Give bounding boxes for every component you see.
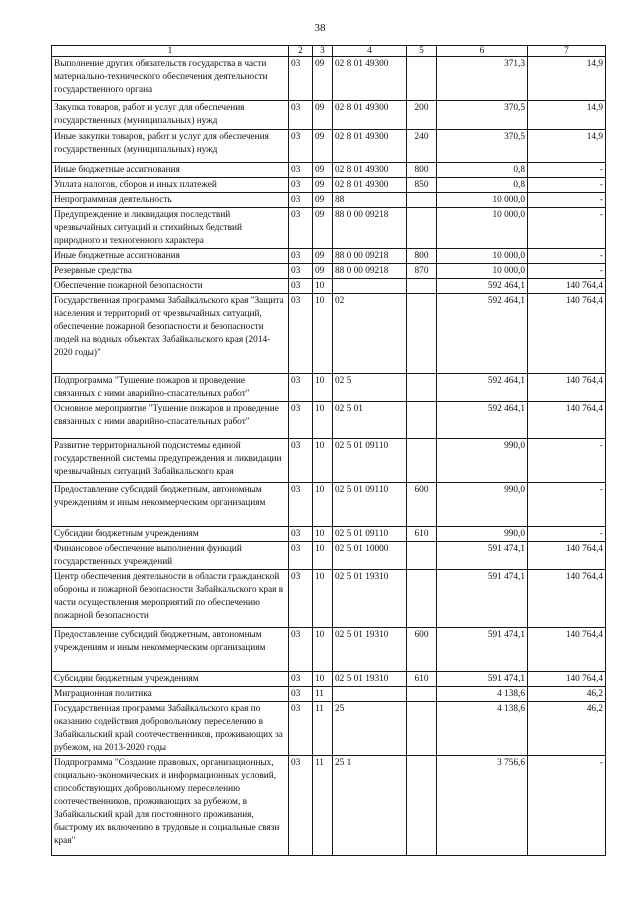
row-target-code-cell: 02 5 01 — [333, 402, 407, 439]
row-amount-cell: 371,3 — [437, 57, 528, 101]
row-amount-2-cell: - — [528, 756, 606, 856]
row-subsection-cell: 09 — [313, 130, 333, 163]
row-amount-2-cell: 14,9 — [528, 57, 606, 101]
row-amount-2-cell: 14,9 — [528, 101, 606, 130]
row-expense-type-cell: 240 — [407, 130, 437, 163]
row-subsection-cell: 10 — [313, 672, 333, 687]
row-target-code-cell: 02 — [333, 294, 407, 374]
row-name-cell: Выполнение других обязательств государства в части материально-технического обеспечения деятельности государственного органа — [52, 57, 289, 101]
row-name-cell: Иные бюджетные ассигнования — [52, 163, 289, 178]
row-expense-type-cell — [407, 687, 437, 702]
row-amount-cell: 990,0 — [437, 483, 528, 527]
row-expense-type-cell: 850 — [407, 178, 437, 193]
row-subsection-cell: 11 — [313, 687, 333, 702]
row-target-code-cell: 02 8 01 49300 — [333, 178, 407, 193]
row-amount-cell: 0,8 — [437, 163, 528, 178]
row-target-code-cell: 25 — [333, 702, 407, 756]
row-subsection-cell: 10 — [313, 570, 333, 628]
table-row — [52, 402, 606, 439]
row-name-cell: Уплата налогов, сборов и иных платежей — [52, 178, 289, 193]
row-section-cell: 03 — [289, 178, 313, 193]
row-target-code-cell: 25 1 — [333, 756, 407, 856]
row-section-cell: 03 — [289, 193, 313, 208]
row-target-code-cell — [333, 687, 407, 702]
header-cell: 7 — [528, 46, 606, 57]
row-subsection-cell: 11 — [313, 756, 333, 856]
table-row — [52, 249, 606, 264]
row-target-code-cell: 02 5 01 10000 — [333, 542, 407, 570]
row-expense-type-cell: 610 — [407, 527, 437, 542]
row-name-cell: Государственная программа Забайкальского края по оказанию содействия добровольному переселению в Забайкальский край соотечественников, проживающих за рубежом, на 2013-2020 годы — [52, 702, 289, 756]
table-row — [52, 208, 606, 249]
table-row — [52, 672, 606, 687]
row-target-code-cell: 02 5 01 09110 — [333, 483, 407, 527]
header-cell: 5 — [407, 46, 437, 57]
row-section-cell: 03 — [289, 628, 313, 672]
table-row — [52, 527, 606, 542]
row-amount-2-cell: - — [528, 193, 606, 208]
row-section-cell: 03 — [289, 374, 313, 402]
row-amount-cell: 592 464,1 — [437, 402, 528, 439]
table-row — [52, 279, 606, 294]
row-target-code-cell: 02 8 01 49300 — [333, 130, 407, 163]
row-amount-cell: 591 474,1 — [437, 628, 528, 672]
row-amount-cell: 990,0 — [437, 439, 528, 483]
row-section-cell: 03 — [289, 756, 313, 856]
table-row — [52, 687, 606, 702]
row-subsection-cell: 09 — [313, 193, 333, 208]
table-row — [52, 264, 606, 279]
row-amount-cell: 591 474,1 — [437, 542, 528, 570]
row-name-cell: Развитие территориальной подсистемы единой государственной системы предупреждения и ликвидации чрезвычайных ситуаций Забайкальского края — [52, 439, 289, 483]
row-amount-cell: 10 000,0 — [437, 208, 528, 249]
row-section-cell: 03 — [289, 672, 313, 687]
row-subsection-cell: 09 — [313, 208, 333, 249]
row-section-cell: 03 — [289, 163, 313, 178]
row-expense-type-cell — [407, 193, 437, 208]
row-amount-2-cell: - — [528, 208, 606, 249]
row-name-cell: Подпрограмма "Создание правовых, организационных, социально-экономических и информационных условий, способствующих добровольному переселению соотечественников, проживающих за рубежом, в Забайкальский край для постоянного проживания, быстрому их включению в трудовые и социальные связи края" — [52, 756, 289, 856]
row-expense-type-cell: 600 — [407, 628, 437, 672]
table-row — [52, 570, 606, 628]
row-subsection-cell: 09 — [313, 163, 333, 178]
row-amount-2-cell: 140 764,4 — [528, 628, 606, 672]
row-amount-cell: 370,5 — [437, 101, 528, 130]
row-expense-type-cell — [407, 702, 437, 756]
row-amount-2-cell: - — [528, 249, 606, 264]
row-section-cell: 03 — [289, 249, 313, 264]
table-row — [52, 756, 606, 856]
row-amount-2-cell: 46,2 — [528, 702, 606, 756]
row-subsection-cell: 10 — [313, 527, 333, 542]
row-expense-type-cell: 600 — [407, 483, 437, 527]
table-row — [52, 542, 606, 570]
row-name-cell: Предоставление субсидий бюджетным, автономным учреждениям и иным некоммерческим организациям — [52, 483, 289, 527]
row-expense-type-cell — [407, 439, 437, 483]
row-expense-type-cell: 870 — [407, 264, 437, 279]
row-name-cell: Государственная программа Забайкальского края "Защита населения и территорий от чрезвычайных ситуаций, обеспечение пожарной безопасности и безопасности людей на водных объектах Забайкальского края (2014-2020 годы)" — [52, 294, 289, 374]
header-cell: 4 — [333, 46, 407, 57]
row-subsection-cell: 10 — [313, 279, 333, 294]
table-row — [52, 163, 606, 178]
row-amount-cell: 10 000,0 — [437, 193, 528, 208]
row-amount-cell: 592 464,1 — [437, 279, 528, 294]
row-name-cell: Закупка товаров, работ и услуг для обеспечения государственных (муниципальных) нужд — [52, 101, 289, 130]
row-section-cell: 03 — [289, 294, 313, 374]
row-subsection-cell: 10 — [313, 628, 333, 672]
row-expense-type-cell — [407, 570, 437, 628]
row-expense-type-cell — [407, 57, 437, 101]
row-subsection-cell: 11 — [313, 702, 333, 756]
row-name-cell: Иные бюджетные ассигнования — [52, 249, 289, 264]
row-expense-type-cell — [407, 374, 437, 402]
row-amount-2-cell: 140 764,4 — [528, 402, 606, 439]
row-expense-type-cell: 610 — [407, 672, 437, 687]
row-amount-cell: 592 464,1 — [437, 374, 528, 402]
row-section-cell: 03 — [289, 101, 313, 130]
row-amount-2-cell: - — [528, 163, 606, 178]
row-amount-cell: 591 474,1 — [437, 570, 528, 628]
row-amount-cell: 10 000,0 — [437, 249, 528, 264]
row-section-cell: 03 — [289, 687, 313, 702]
row-amount-cell: 4 138,6 — [437, 702, 528, 756]
row-amount-2-cell: 140 764,4 — [528, 542, 606, 570]
table-row — [52, 374, 606, 402]
row-target-code-cell: 02 5 01 09110 — [333, 527, 407, 542]
row-amount-2-cell: - — [528, 527, 606, 542]
row-subsection-cell: 10 — [313, 439, 333, 483]
row-amount-2-cell: - — [528, 439, 606, 483]
row-amount-2-cell: - — [528, 483, 606, 527]
row-name-cell: Миграционная политика — [52, 687, 289, 702]
row-section-cell: 03 — [289, 279, 313, 294]
row-name-cell: Иные закупки товаров, работ и услуг для обеспечения государственных (муниципальных) нужд — [52, 130, 289, 163]
row-expense-type-cell — [407, 402, 437, 439]
row-amount-2-cell: 140 764,4 — [528, 279, 606, 294]
row-expense-type-cell — [407, 294, 437, 374]
row-amount-2-cell: 140 764,4 — [528, 570, 606, 628]
row-subsection-cell: 10 — [313, 374, 333, 402]
header-row — [52, 46, 606, 57]
row-section-cell: 03 — [289, 57, 313, 101]
table-row — [52, 193, 606, 208]
row-name-cell: Обеспечение пожарной безопасности — [52, 279, 289, 294]
header-cell: 1 — [52, 46, 289, 57]
row-section-cell: 03 — [289, 527, 313, 542]
table-row — [52, 702, 606, 756]
row-name-cell: Субсидии бюджетным учреждениям — [52, 672, 289, 687]
row-subsection-cell: 10 — [313, 542, 333, 570]
row-amount-2-cell: 140 764,4 — [528, 294, 606, 374]
page-number: 38 — [314, 22, 326, 34]
row-expense-type-cell — [407, 208, 437, 249]
budget-table — [51, 45, 606, 856]
row-name-cell: Подпрограмма "Тушение пожаров и проведение связанных с ними аварийно-спасательных работ" — [52, 374, 289, 402]
header-cell: 3 — [313, 46, 333, 57]
row-section-cell: 03 — [289, 483, 313, 527]
row-target-code-cell: 88 — [333, 193, 407, 208]
row-target-code-cell: 02 5 01 19310 — [333, 628, 407, 672]
row-expense-type-cell: 800 — [407, 163, 437, 178]
row-section-cell: 03 — [289, 570, 313, 628]
row-section-cell: 03 — [289, 439, 313, 483]
row-amount-cell: 4 138,6 — [437, 687, 528, 702]
row-amount-cell: 592 464,1 — [437, 294, 528, 374]
row-subsection-cell: 10 — [313, 483, 333, 527]
row-amount-cell: 10 000,0 — [437, 264, 528, 279]
row-section-cell: 03 — [289, 702, 313, 756]
row-target-code-cell: 88 0 00 09218 — [333, 208, 407, 249]
row-target-code-cell — [333, 279, 407, 294]
row-amount-cell: 990,0 — [437, 527, 528, 542]
row-section-cell: 03 — [289, 208, 313, 249]
row-target-code-cell: 02 5 01 09110 — [333, 439, 407, 483]
row-amount-2-cell: 140 764,4 — [528, 374, 606, 402]
row-subsection-cell: 09 — [313, 249, 333, 264]
row-section-cell: 03 — [289, 542, 313, 570]
row-amount-cell: 3 756,6 — [437, 756, 528, 856]
row-subsection-cell: 09 — [313, 178, 333, 193]
row-amount-2-cell: 14,9 — [528, 130, 606, 163]
row-subsection-cell: 10 — [313, 402, 333, 439]
table-row — [52, 178, 606, 193]
row-name-cell: Резервные средства — [52, 264, 289, 279]
row-name-cell: Центр обеспечения деятельности в области гражданской обороны и пожарной безопасности Забайкальского края в части осуществления мероприятий по обеспечению пожарной безопасности — [52, 570, 289, 628]
row-amount-cell: 0,8 — [437, 178, 528, 193]
row-expense-type-cell — [407, 756, 437, 856]
row-amount-2-cell: 140 764,4 — [528, 672, 606, 687]
row-subsection-cell: 09 — [313, 101, 333, 130]
row-target-code-cell: 02 8 01 49300 — [333, 57, 407, 101]
row-target-code-cell: 02 5 — [333, 374, 407, 402]
row-target-code-cell: 88 0 00 09218 — [333, 249, 407, 264]
table-row — [52, 294, 606, 374]
header-cell: 6 — [437, 46, 528, 57]
row-target-code-cell: 02 8 01 49300 — [333, 163, 407, 178]
row-section-cell: 03 — [289, 264, 313, 279]
row-name-cell: Предоставление субсидий бюджетным, автономным учреждениям и иным некоммерческим организациям — [52, 628, 289, 672]
table-row — [52, 628, 606, 672]
row-amount-cell: 370,5 — [437, 130, 528, 163]
row-subsection-cell: 09 — [313, 57, 333, 101]
row-target-code-cell: 02 5 01 19310 — [333, 672, 407, 687]
row-section-cell: 03 — [289, 130, 313, 163]
row-name-cell: Финансовое обеспечение выполнения функций государственных учреждений — [52, 542, 289, 570]
row-expense-type-cell — [407, 279, 437, 294]
row-target-code-cell: 02 8 01 49300 — [333, 101, 407, 130]
row-name-cell: Непрограммная деятельность — [52, 193, 289, 208]
row-name-cell: Предупреждение и ликвидация последствий чрезвычайных ситуаций и стихийных бедствий природного и техногенного характера — [52, 208, 289, 249]
row-amount-2-cell: - — [528, 178, 606, 193]
row-amount-cell: 591 474,1 — [437, 672, 528, 687]
row-subsection-cell: 09 — [313, 264, 333, 279]
row-expense-type-cell: 200 — [407, 101, 437, 130]
table-row — [52, 101, 606, 130]
row-target-code-cell: 02 5 01 19310 — [333, 570, 407, 628]
table-row — [52, 57, 606, 101]
table-row — [52, 130, 606, 163]
row-amount-2-cell: - — [528, 264, 606, 279]
row-name-cell: Основное мероприятие "Тушение пожаров и проведение связанных с ними аварийно-спасательных работ" — [52, 402, 289, 439]
table-row — [52, 483, 606, 527]
row-amount-2-cell: 46,2 — [528, 687, 606, 702]
row-subsection-cell: 10 — [313, 294, 333, 374]
row-expense-type-cell: 800 — [407, 249, 437, 264]
row-name-cell: Субсидии бюджетным учреждениям — [52, 527, 289, 542]
table-row — [52, 439, 606, 483]
header-cell: 2 — [289, 46, 313, 57]
row-section-cell: 03 — [289, 402, 313, 439]
row-expense-type-cell — [407, 542, 437, 570]
row-target-code-cell: 88 0 00 09218 — [333, 264, 407, 279]
